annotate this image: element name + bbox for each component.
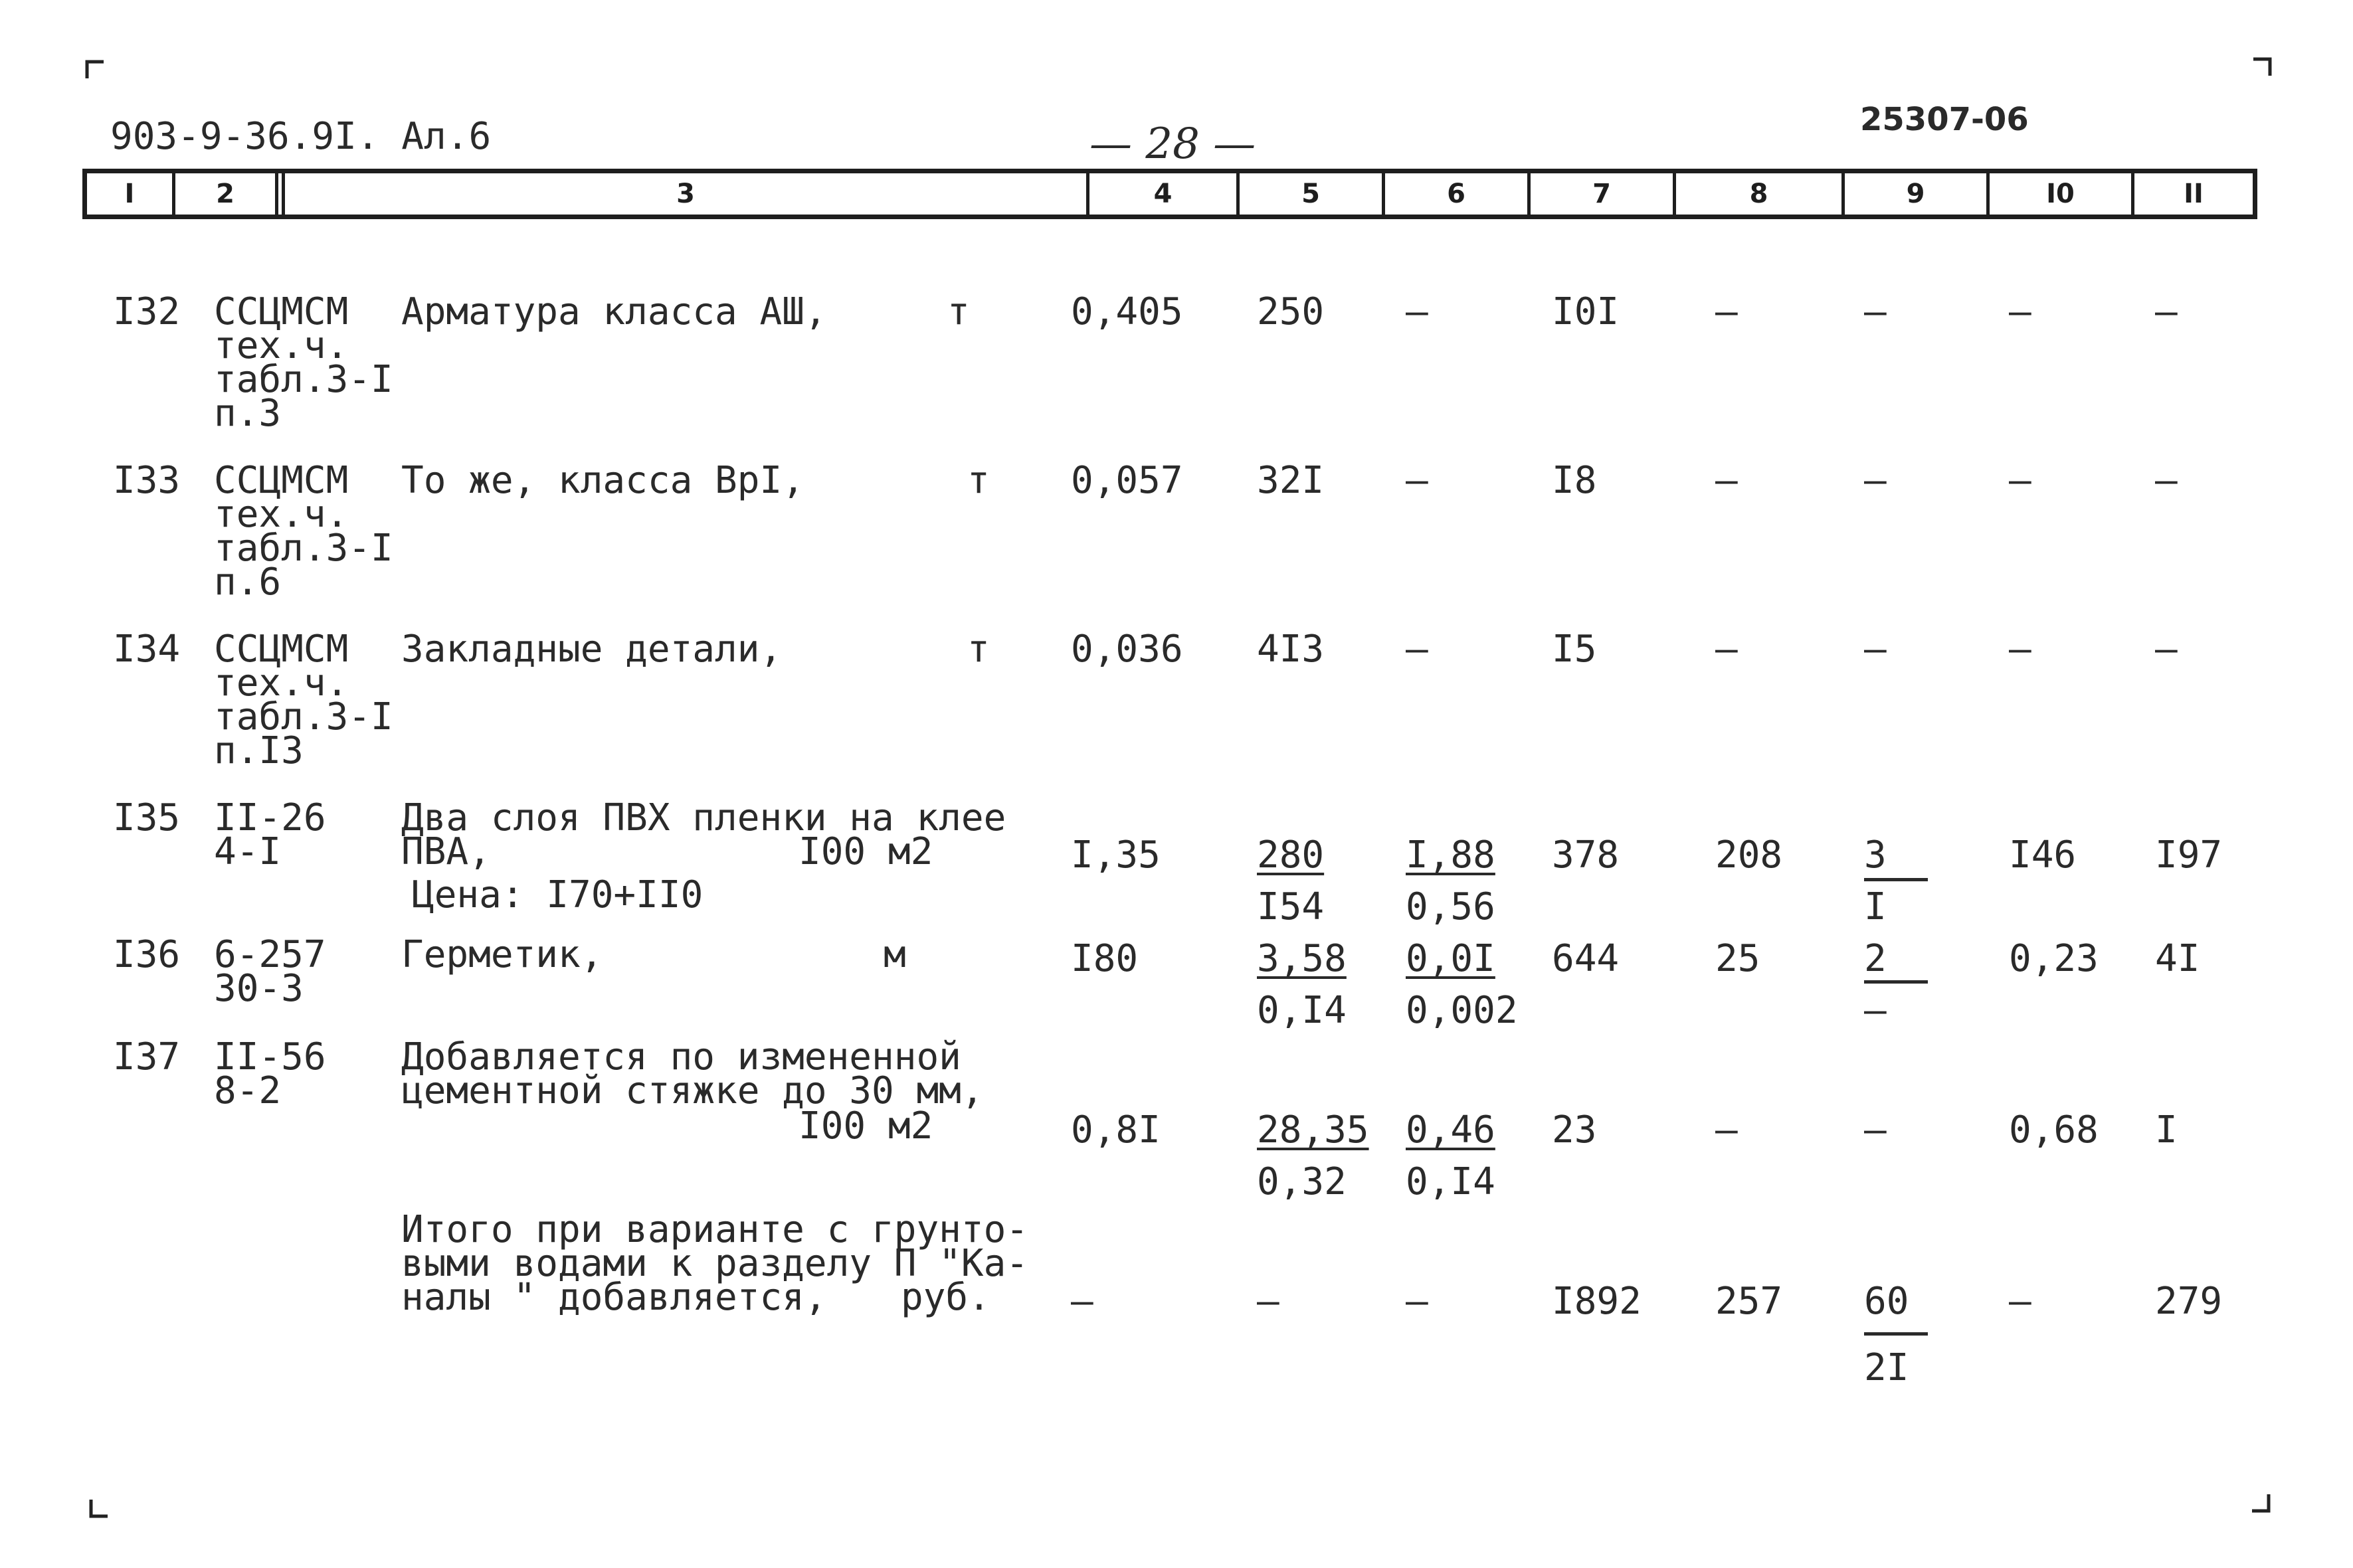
- cell-col9-bottom: –: [1864, 989, 1887, 1032]
- cell-col7: I5: [1552, 628, 1597, 671]
- cell-col7: I8: [1552, 459, 1597, 502]
- fraction-bar: [1864, 1332, 1928, 1336]
- corner-mark-top-left: [85, 60, 104, 78]
- row-unit: м: [884, 933, 906, 976]
- col-header-6: 6: [1447, 179, 1465, 209]
- cell-col11: I: [2155, 1108, 2178, 1152]
- cell-col11: 4I: [2155, 937, 2200, 980]
- cell-col11: –: [2155, 459, 2178, 502]
- cell-col10: I46: [2009, 833, 2077, 877]
- archive-number: 25307-06: [1860, 101, 2029, 138]
- row-code: II-26 4-I: [214, 796, 326, 873]
- cell-col4: I80: [1071, 937, 1139, 980]
- col-divider: [275, 173, 278, 215]
- cell-col6-bottom: 0,002: [1406, 989, 1518, 1032]
- total-col7: I892: [1552, 1280, 1642, 1323]
- cell-col6: –: [1406, 290, 1428, 333]
- cell-col5: 32I: [1257, 459, 1325, 502]
- cell-col6-bottom: 0,I4: [1406, 1160, 1495, 1203]
- cell-col4: 0,036: [1071, 628, 1183, 671]
- total-col9-top: 60: [1864, 1280, 1909, 1323]
- corner-mark-top-right: [2253, 57, 2272, 76]
- total-unit: руб.: [901, 1276, 990, 1319]
- cell-col8: –: [1715, 459, 1738, 502]
- document-code: 903-9-36.9I. Ал.6: [110, 115, 492, 158]
- cell-col7: 23: [1552, 1108, 1597, 1152]
- cell-col8: 25: [1715, 937, 1760, 980]
- row-description: Закладные детали,: [401, 628, 783, 671]
- column-header-row: [82, 169, 2257, 219]
- cell-col9: –: [1864, 459, 1887, 502]
- fraction-bar: [1864, 980, 1928, 984]
- total-col10: –: [2009, 1280, 2031, 1323]
- fraction-bar: [1864, 878, 1928, 881]
- row-unit: т: [967, 628, 990, 671]
- row-description: То же, класса ВрI,: [401, 459, 804, 502]
- row-code: ССЦМСМ тех.ч. табл.3-I п.I3: [214, 628, 393, 772]
- col-header-8: 8: [1749, 179, 1768, 209]
- cell-col5-bottom: 0,I4: [1257, 989, 1347, 1032]
- cell-col9-top: 2: [1864, 937, 1887, 980]
- cell-col10: –: [2009, 459, 2031, 502]
- cell-col4: I,35: [1071, 833, 1161, 877]
- row-number: I32: [113, 290, 181, 333]
- col-header-11: II: [2184, 179, 2204, 209]
- page-number: — 28 —: [1089, 120, 1256, 169]
- col-header-4: 4: [1153, 179, 1173, 209]
- cell-col11: I97: [2155, 833, 2223, 877]
- col-header-7: 7: [1592, 179, 1611, 209]
- col-header-9: 9: [1906, 179, 1925, 209]
- row-code: II-56 8-2: [214, 1035, 326, 1112]
- cell-col5-top: 28,35: [1257, 1108, 1369, 1152]
- cell-col6-top: I,88: [1406, 833, 1495, 877]
- cell-col5-top: 280: [1257, 833, 1325, 877]
- cell-col5-bottom: I54: [1257, 885, 1325, 928]
- row-description: Герметик,: [401, 933, 603, 976]
- cell-col8: –: [1715, 1108, 1738, 1152]
- cell-col4: 0,057: [1071, 459, 1183, 502]
- cell-col9: –: [1864, 290, 1887, 333]
- total-description: Итого при варианте с грунто- выми водами к разделу П "Ка- налы " добавляется,: [401, 1208, 1029, 1319]
- cell-col9-bottom: I: [1864, 885, 1887, 928]
- corner-mark-bottom-right: [2252, 1494, 2271, 1513]
- total-col4: –: [1071, 1280, 1093, 1323]
- cell-col10: 0,68: [2009, 1108, 2099, 1152]
- total-col6: –: [1406, 1280, 1428, 1323]
- corner-mark-bottom-left: [89, 1500, 108, 1518]
- row-code: ССЦМСМ тех.ч. табл.3-I п.3: [214, 290, 393, 435]
- row-number: I37: [113, 1035, 181, 1079]
- col-header-10: I0: [2046, 179, 2075, 209]
- col-header-3: 3: [676, 179, 695, 209]
- cell-col6: –: [1406, 628, 1428, 671]
- row-unit: I00 м2: [799, 830, 933, 873]
- row-unit: т: [947, 290, 970, 333]
- cell-col4: 0,405: [1071, 290, 1183, 333]
- total-col5: –: [1257, 1280, 1279, 1323]
- col-header-1: I: [124, 179, 135, 209]
- row-description: Арматура класса АШ,: [401, 290, 827, 333]
- cell-col6-top: 0,46: [1406, 1108, 1495, 1152]
- cell-col4: 0,8I: [1071, 1108, 1161, 1152]
- total-col9-bottom: 2I: [1864, 1346, 1909, 1389]
- total-col11: 279: [2155, 1280, 2223, 1323]
- col-header-5: 5: [1301, 179, 1320, 209]
- cell-col8: 208: [1715, 833, 1783, 877]
- row-number: I35: [113, 796, 181, 839]
- cell-col7: 644: [1552, 937, 1620, 980]
- row-description: Добавляется по измененной цементной стяжке до 30 мм,: [401, 1035, 984, 1112]
- cell-col5: 4I3: [1257, 628, 1325, 671]
- row-unit: т: [967, 459, 990, 502]
- cell-col9: –: [1864, 628, 1887, 671]
- row-number: I34: [113, 628, 181, 671]
- col-header-2: 2: [216, 179, 235, 209]
- cell-col7: I0I: [1552, 290, 1620, 333]
- cell-col5-bottom: 0,32: [1257, 1160, 1347, 1203]
- row-code: ССЦМСМ тех.ч. табл.3-I п.6: [214, 459, 393, 604]
- cell-col8: –: [1715, 290, 1738, 333]
- cell-col9: –: [1864, 1108, 1887, 1152]
- cell-col6-top: 0,0I: [1406, 937, 1495, 980]
- row-number: I36: [113, 933, 181, 976]
- row-unit: I00 м2: [799, 1104, 933, 1148]
- total-col8: 257: [1715, 1280, 1783, 1323]
- cell-col5: 250: [1257, 290, 1325, 333]
- cell-col10: –: [2009, 628, 2031, 671]
- cell-col6-bottom: 0,56: [1406, 885, 1495, 928]
- row-description: Два слоя ПВХ пленки на клее ПВА,: [401, 796, 1006, 873]
- row-code: 6-257 30-3: [214, 933, 326, 1010]
- cell-col11: –: [2155, 628, 2178, 671]
- cell-col5-top: 3,58: [1257, 937, 1347, 980]
- row-number: I33: [113, 459, 181, 502]
- cell-col6: –: [1406, 459, 1428, 502]
- cell-col9-top: 3: [1864, 833, 1887, 877]
- row-price: Цена: I70+II0: [412, 873, 704, 916]
- cell-col10: 0,23: [2009, 937, 2099, 980]
- cell-col8: –: [1715, 628, 1738, 671]
- cell-col7: 378: [1552, 833, 1620, 877]
- cell-col11: –: [2155, 290, 2178, 333]
- cell-col10: –: [2009, 290, 2031, 333]
